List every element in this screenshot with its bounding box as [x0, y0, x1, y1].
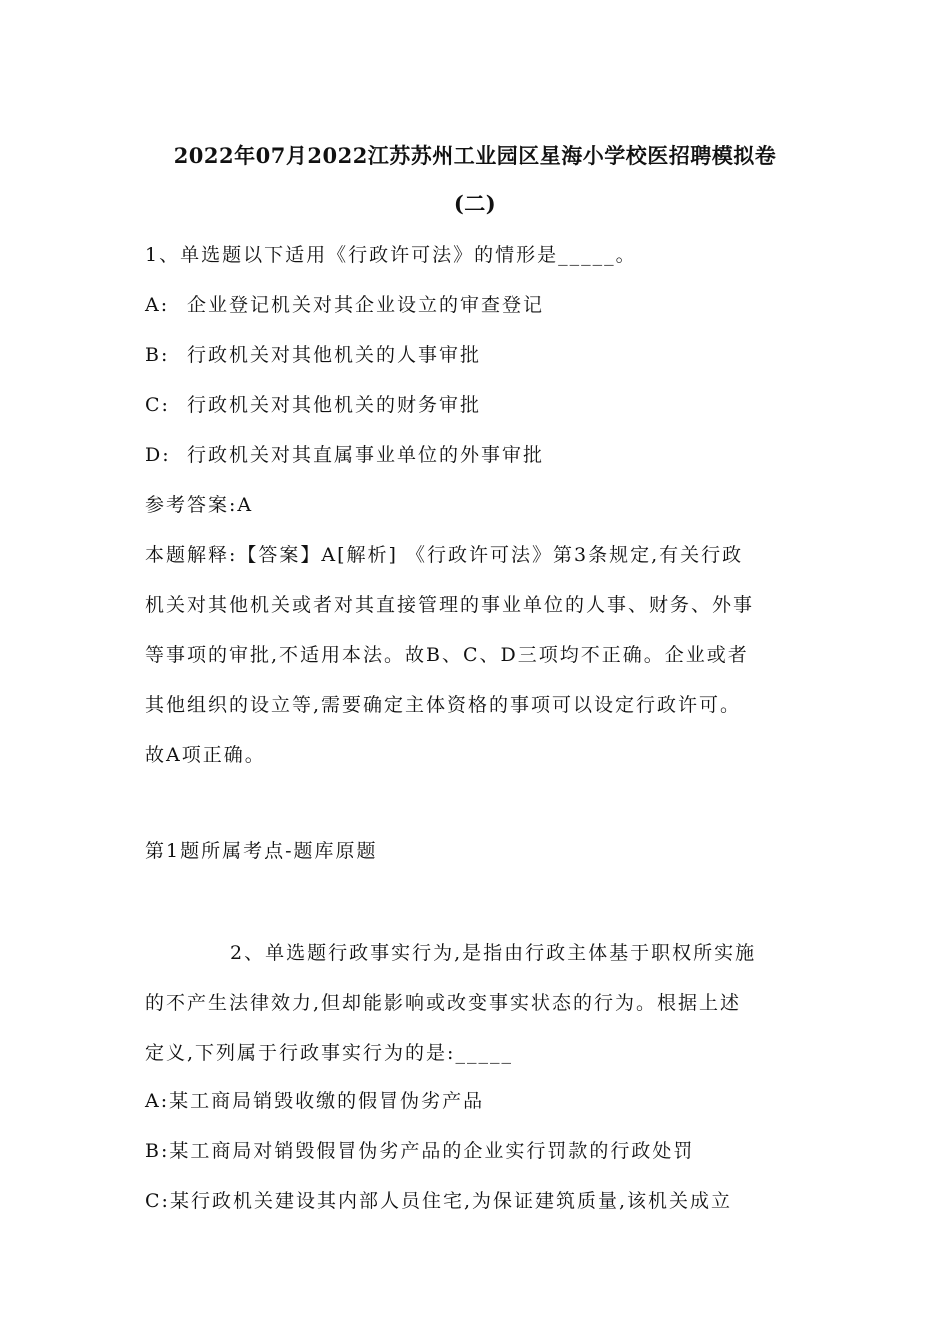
question-1-explanation-line: 其他组织的设立等,需要确定主体资格的事项可以设定行政许可。: [145, 694, 742, 716]
question-1-option-a: [145, 290, 544, 317]
question-1-topic: 第1题所属考点-题库原题: [145, 840, 378, 862]
option-text: 行政机关对其他机关的人事审批: [187, 344, 482, 366]
option-letter: A:: [145, 294, 170, 316]
question-1-option-d: [145, 440, 544, 467]
option-text: 行政机关对其他机关的财务审批: [187, 394, 482, 416]
question-1-option-c: [145, 390, 481, 417]
question-2-stem-line: 的不产生法律效力,但却能影响或改变事实状态的行为。根据上述: [145, 992, 742, 1014]
document-title-suffix: (二): [453, 191, 497, 216]
question-2-option-c: C:某行政机关建设其内部人员住宅,为保证建筑质量,该机关成立: [145, 1190, 733, 1212]
option-letter: D:: [145, 444, 171, 466]
question-2-option-b: B:某工商局对销毁假冒伪劣产品的企业实行罚款的行政处罚: [145, 1140, 695, 1162]
option-letter: C:: [145, 394, 170, 416]
question-1-explanation-line: 故A项正确。: [145, 744, 266, 766]
option-text: 企业登记机关对其企业设立的审查登记: [187, 294, 545, 316]
question-2-option-a: A:某工商局销毁收缴的假冒伪劣产品: [145, 1090, 485, 1112]
document-title: 2022年07月2022江苏苏州工业园区星海小学校医招聘模拟卷: [173, 143, 777, 168]
option-text: 行政机关对其直属事业单位的外事审批: [187, 444, 545, 466]
question-2-stem-line: 定义,下列属于行政事实行为的是:_____: [145, 1042, 513, 1064]
option-letter: B:: [145, 344, 170, 366]
question-1-option-b: [145, 340, 481, 367]
question-1-stem: 1、单选题以下适用《行政许可法》的情形是_____。: [145, 244, 637, 266]
question-1-explanation-line: 本题解释:【答案】A[解析] 《行政许可法》第3条规定,有关行政: [145, 544, 744, 566]
question-2-stem-line: 2、单选题行政事实行为,是指由行政主体基于职权所实施: [230, 942, 757, 964]
question-1-answer: 参考答案:A: [145, 494, 254, 516]
question-1-explanation-line: 机关对其他机关或者对其直接管理的事业单位的人事、财务、外事: [145, 594, 755, 616]
question-1-explanation-line: 等事项的审批,不适用本法。故B、C、D三项均不正确。企业或者: [145, 644, 749, 666]
